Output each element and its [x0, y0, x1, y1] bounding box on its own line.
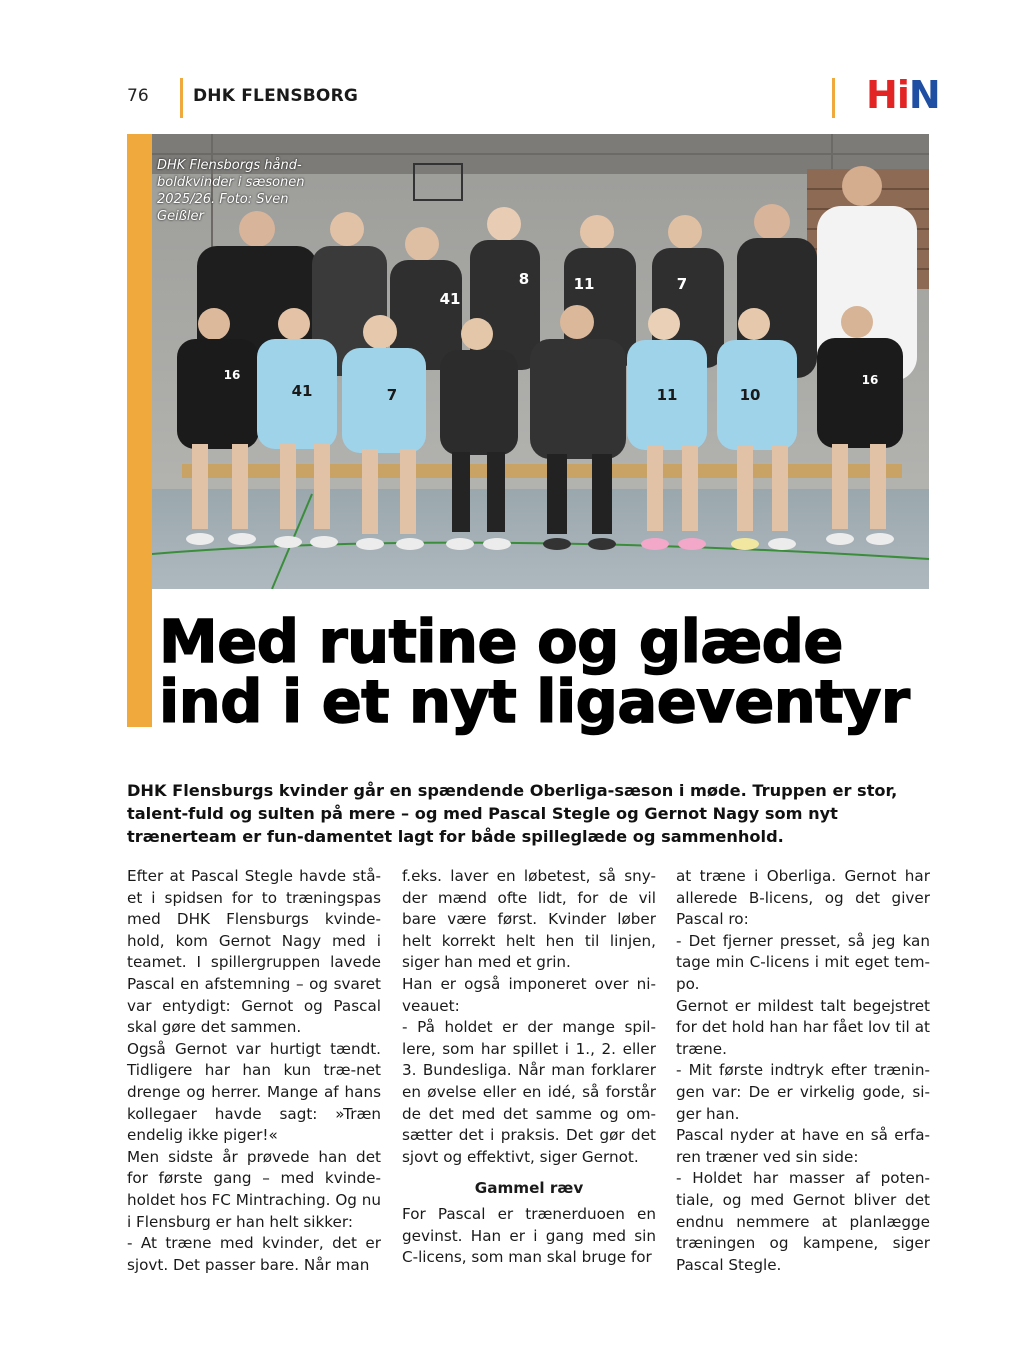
jersey-number: 7: [676, 275, 688, 293]
paragraph: - Holdet har masser af poten-tiale, og med Gernot bliver det endnu nemmere at planlægge træningen og kampene, siger Pascal Stegle.: [676, 1169, 930, 1274]
jersey-number: 11: [573, 275, 595, 293]
column-1: [127, 866, 381, 1276]
paragraph: at træne i Oberliga. Gernot har allerede B-licens, og det giver Pascal ro:: [676, 867, 930, 929]
paragraph: Pascal nyder at have en så erfa-ren træner ved sin side:: [676, 1126, 930, 1166]
lead-paragraph: DHK Flensburgs kvinder går en spændende Oberliga-sæson i møde. Truppen er stor, talent-fuld og sulten på mere – og med Pascal Stegle og Gernot Nagy som nyt trænerteam er fun-damentet lagt for både spilleglæde og sammenhold.: [127, 781, 898, 846]
jersey-number: 41: [291, 382, 313, 400]
headline-line-2: ind i et nyt ligaeventyr: [159, 667, 910, 736]
paragraph: - Mit første indtryk efter trænin-gen var: De er virkelig gode, si-ger han.: [676, 1061, 930, 1123]
paragraph: - At træne med kvinder, det er sjovt. Det passer bare. Når man: [127, 1234, 381, 1274]
brand-logo: HiN: [866, 73, 940, 117]
jersey-number: 8: [518, 270, 530, 288]
jersey-number: 11: [656, 386, 678, 404]
header-divider-left: [180, 78, 183, 118]
paragraph: Gernot er mildest talt begejstret for det hold han har fået lov til at træne.: [676, 996, 930, 1058]
header-divider-right: [832, 78, 835, 118]
jersey-number: 7: [386, 386, 398, 404]
paragraph: Efter at Pascal Stegle havde stå-et i spidsen for to træningspas med DHK Flensburgs kvinde-hold, kom Gernot Nagy med i teamet. I spillergruppen lavede Pascal en afstemning – og svaret var entydigt: Gernot og Pascal skal gøre det sammen.: [127, 867, 381, 1037]
paragraph: f.eks. laver en løbetest, så sny-der mænd ofte lidt, for de vil bare være først. Kvinder løber helt korrekt helt hen til linjen, siger han med et grin.: [402, 867, 656, 972]
jersey-number: 10: [739, 386, 761, 404]
jersey-number: 16: [223, 368, 241, 382]
column-2: [402, 866, 656, 1269]
page-number: 76: [127, 86, 149, 106]
paragraph: Også Gernot var hurtigt tændt. Tidligere har han kun træ-net drenge og herrer. Mange af hans kollegaer havde sagt: »Træn endelig ikke piger!«: [127, 1039, 381, 1145]
paragraph: Men sidste år prøvede han det for første gang – med kvinde-holdet hos FC Mintraching. Og nu i Flensburg er han helt sikker:: [127, 1147, 381, 1231]
accent-bar: [127, 134, 152, 727]
jersey-number: 41: [439, 290, 461, 308]
paragraph: - På holdet er der mange spil-lere, som har spillet i 1., 2. eller 3. Bundesliga. Når man forklarer en øvelse eller en idé, så forstår de det med det samme og om-sætter det i praksis. Det gør det sjovt og effektivt, siger Gernot.: [402, 1018, 656, 1166]
subheading: Gammel ræv: [474, 1179, 584, 1198]
section-title: DHK FLENSBORG: [193, 86, 359, 106]
paragraph: Han er også imponeret over ni-veauet:: [402, 974, 656, 1015]
jersey-number: 16: [861, 373, 879, 387]
column-3: [676, 866, 930, 1276]
headline: [159, 607, 939, 736]
paragraph: For Pascal er trænerduoen en gevinst. Han er i gang med sin C-licens, som man skal bruge for: [402, 1204, 656, 1267]
paragraph: - Det fjerner presset, så jeg kan tage min C-licens i mit eget tem-po.: [676, 931, 930, 993]
headline-line-1: Med rutine og glæde: [159, 607, 843, 676]
photo-caption: DHK Flensborgs hånd-boldkvinder i sæsonen 2025/26. Foto: Sven Geißler: [157, 158, 305, 224]
